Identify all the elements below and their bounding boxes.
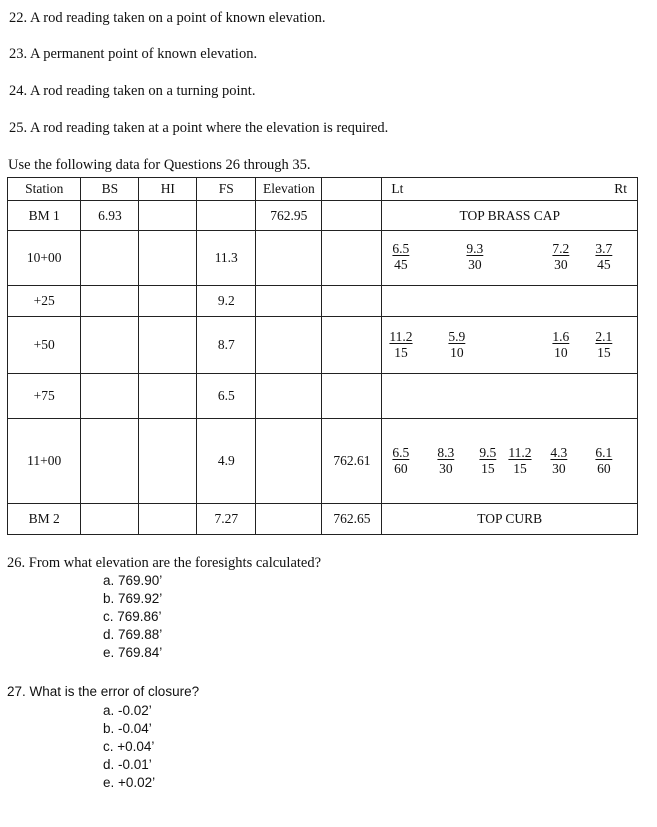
- table-header-row: [8, 178, 638, 201]
- cell-elevation: [256, 419, 322, 504]
- q27-choice-e[interactable]: e. +0.02’: [103, 775, 156, 790]
- question-22: 22. A rod reading taken on a point of known elevation.: [9, 10, 326, 26]
- offset-reading: $\frac{6.5}{60}$: [392, 445, 410, 476]
- offset-reading: $\frac{2.1}{15}$: [595, 329, 613, 360]
- cell-station: +25: [8, 286, 81, 317]
- cell-elevation-2: [322, 317, 382, 374]
- offset-reading: $\frac{8.3}{30}$: [437, 445, 455, 476]
- cell-notes: [382, 374, 638, 419]
- table-intro: Use the following data for Questions 26 through 35.: [8, 157, 311, 173]
- cell-bs: [81, 231, 139, 286]
- q27-choice-b[interactable]: b. -0.04’: [103, 721, 152, 736]
- cell-notes: [382, 317, 638, 374]
- cell-elevation-2: [322, 201, 382, 231]
- cell-fs: 7.27: [197, 504, 256, 535]
- header-bs: BS: [81, 178, 139, 201]
- q27-choice-c[interactable]: c. +0.04’: [103, 739, 155, 754]
- header-elevation: Elevation: [256, 178, 322, 201]
- cell-elevation-2: [322, 231, 382, 286]
- cell-station: +75: [8, 374, 81, 419]
- cell-elevation: [256, 286, 322, 317]
- cell-bs: [81, 317, 139, 374]
- cell-station: +50: [8, 317, 81, 374]
- q26-choice-b[interactable]: b. 769.92’: [103, 591, 163, 606]
- cell-elevation-2: 762.65: [322, 504, 382, 535]
- cell-hi: [139, 419, 197, 504]
- cell-notes: [382, 286, 638, 317]
- q27-choice-d[interactable]: d. -0.01’: [103, 757, 152, 772]
- cell-elevation-2: [322, 286, 382, 317]
- header-elevation-2: [322, 178, 382, 201]
- cell-elevation: [256, 374, 322, 419]
- cell-notes: [382, 504, 638, 535]
- offset-reading: $\frac{11.2}{15}$: [389, 329, 413, 360]
- cell-station: BM 1: [8, 201, 81, 231]
- offset-reading: $\frac{6.5}{45}$: [392, 241, 410, 272]
- offset-reading: $\frac{9.3}{30}$: [466, 241, 484, 272]
- offset-reading: $\frac{11.2}{15}$: [508, 445, 532, 476]
- q26-choice-a[interactable]: a. 769.90’: [103, 573, 163, 588]
- question-25: 25. A rod reading taken at a point where the elevation is required.: [9, 120, 389, 136]
- note-text: TOP CURB: [477, 511, 543, 526]
- header-lt: Lt: [391, 181, 404, 196]
- table-row: [8, 201, 638, 231]
- q26-choice-e[interactable]: e. 769.84’: [103, 645, 163, 660]
- cell-notes: [382, 231, 638, 286]
- cell-fs: 8.7: [197, 317, 256, 374]
- offset-reading: $\frac{3.7}{45}$: [595, 241, 613, 272]
- cell-bs: 6.93: [81, 201, 139, 231]
- cell-fs: [197, 201, 256, 231]
- table-row: [8, 419, 638, 504]
- cell-fs: 4.9: [197, 419, 256, 504]
- header-rt: Rt: [614, 181, 627, 196]
- cell-fs: 11.3: [197, 231, 256, 286]
- cell-elevation: 762.95: [256, 201, 322, 231]
- cell-notes: [382, 201, 638, 231]
- cell-notes: [382, 419, 638, 504]
- offset-reading: $\frac{4.3}{30}$: [550, 445, 568, 476]
- level-notes-table: [7, 177, 638, 535]
- offset-reading: $\frac{9.5}{15}$: [479, 445, 497, 476]
- header-station: Station: [8, 178, 81, 201]
- table-row: [8, 286, 638, 317]
- cell-hi: [139, 504, 197, 535]
- cell-station: BM 2: [8, 504, 81, 535]
- question-27: 27. What is the error of closure?: [7, 684, 200, 699]
- offset-reading: $\frac{5.9}{10}$: [448, 329, 466, 360]
- cell-fs: 6.5: [197, 374, 256, 419]
- cell-hi: [139, 286, 197, 317]
- cell-fs: 9.2: [197, 286, 256, 317]
- cell-bs: [81, 286, 139, 317]
- table-row: [8, 374, 638, 419]
- cell-bs: [81, 374, 139, 419]
- table-row: [8, 317, 638, 374]
- cell-hi: [139, 231, 197, 286]
- q27-choice-a[interactable]: a. -0.02’: [103, 703, 152, 718]
- question-23: 23. A permanent point of known elevation.: [9, 46, 258, 62]
- table-row: [8, 231, 638, 286]
- cell-elevation: [256, 504, 322, 535]
- header-notes: [382, 178, 638, 201]
- header-hi: HI: [139, 178, 197, 201]
- header-fs: FS: [197, 178, 256, 201]
- question-24: 24. A rod reading taken on a turning point.: [9, 83, 256, 99]
- table-row: [8, 504, 638, 535]
- cell-elevation-2: [322, 374, 382, 419]
- cell-station: 10+00: [8, 231, 81, 286]
- question-26: 26. From what elevation are the foresights calculated?: [7, 555, 322, 571]
- note-text: TOP BRASS CAP: [459, 207, 560, 223]
- cell-elevation-2: 762.61: [322, 419, 382, 504]
- cell-station: 11+00: [8, 419, 81, 504]
- cell-hi: [139, 201, 197, 231]
- cell-elevation: [256, 317, 322, 374]
- offset-reading: $\frac{6.1}{60}$: [595, 445, 613, 476]
- q26-choice-d[interactable]: d. 769.88’: [103, 627, 163, 642]
- cell-hi: [139, 374, 197, 419]
- cell-elevation: [256, 231, 322, 286]
- cell-bs: [81, 504, 139, 535]
- q26-choice-c[interactable]: c. 769.86’: [103, 609, 162, 624]
- offset-reading: $\frac{7.2}{30}$: [552, 241, 570, 272]
- offset-reading: $\frac{1.6}{10}$: [552, 329, 570, 360]
- cell-bs: [81, 419, 139, 504]
- cell-hi: [139, 317, 197, 374]
